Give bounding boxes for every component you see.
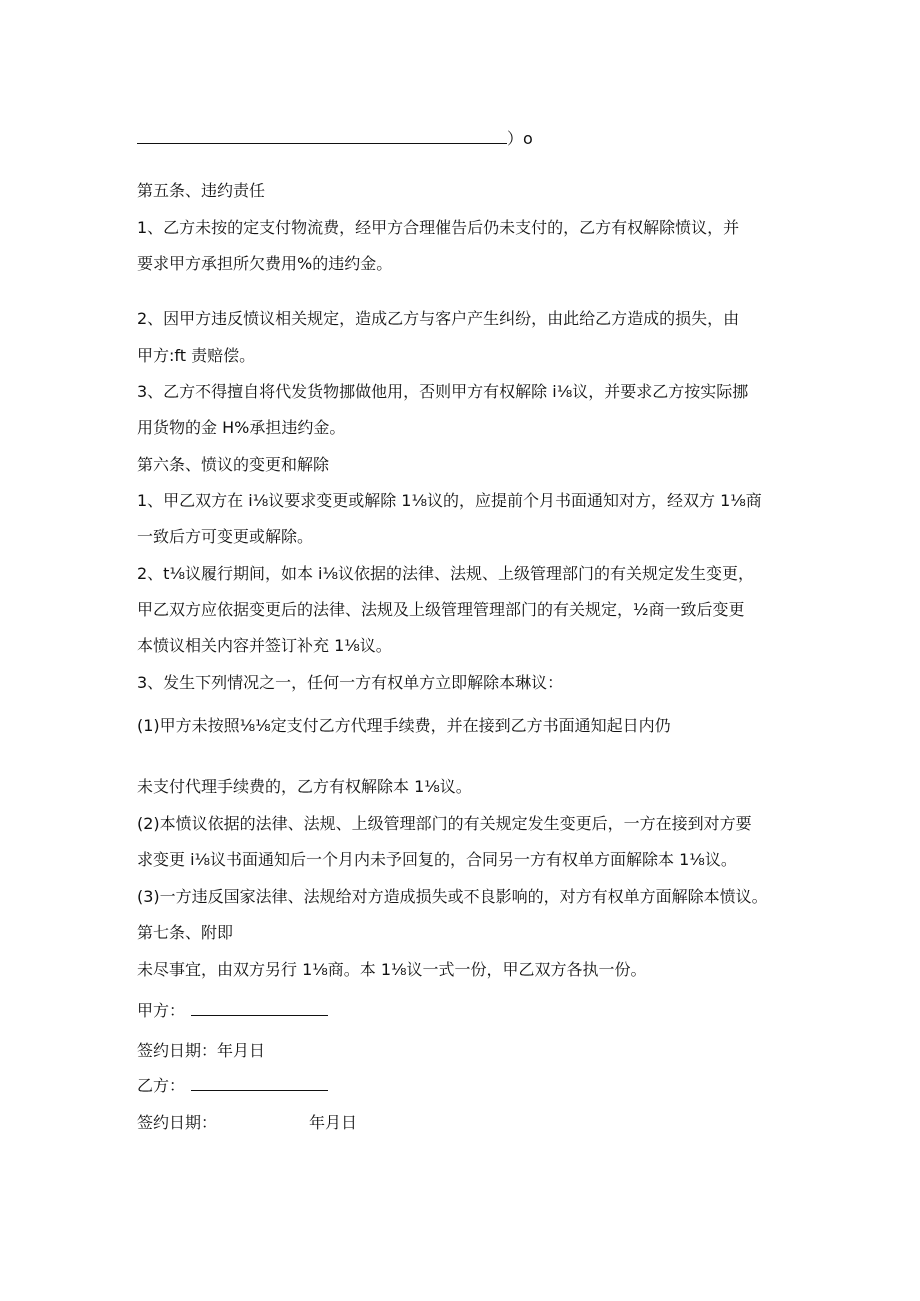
article7-heading: 第七条、附即	[137, 923, 234, 942]
top-line-suffix: ）o	[507, 129, 533, 148]
article5-p2-line2: 甲方:ft 责赔偿。	[137, 346, 256, 365]
article5-p1-line2: 要求甲方承担所欠费用%的违约金。	[137, 254, 393, 273]
article6-p2-line2: 甲乙双方应依据变更后的法律、法规及上级管理管理部门的有关规定，½商一致后变更	[137, 600, 745, 619]
article6-p1-line1: 1、甲乙双方在 i⅛议要求变更或解除 1⅛议的，应提前个月书面通知对方，经双方 1⅛商	[137, 491, 762, 510]
article5-p2-line1: 2、因甲方违反愤议相关规定，造成乙方与客户产生纠纷，由此给乙方造成的损失，由	[137, 309, 740, 328]
article6-clause1-line1: (1)甲方未按照⅛⅛定支付乙方代理手续费，并在接到乙方书面通知起日内仍	[137, 716, 671, 735]
article6-clause2-line1: (2)本愤议依据的法律、法规、上级管理部门的有关规定发生变更后，一方在接到对方要	[137, 814, 752, 833]
article6-heading: 第六条、愤议的变更和解除	[137, 455, 330, 474]
article6-clause1-line2: 未支付代理手续费的，乙方有权解除本 1⅛议。	[137, 777, 472, 796]
article6-p1-line2: 一致后方可变更或解除。	[137, 527, 314, 546]
article6-clause2-line2: 求变更 i⅛议书面通知后一个月内未予回复的，合同另一方有权单方面解除本 1⅛议。	[137, 850, 737, 869]
party-a-date: 签约日期：年月日	[137, 1041, 266, 1060]
article5-p1-line1: 1、乙方未按的定支付物流费，经甲方合理催告后仍未支付的，乙方有权解除愤议，并	[137, 218, 740, 237]
article6-p2-line3: 本愤议相关内容并签订补充 1⅛议。	[137, 636, 392, 655]
article6-clause3: (3)一方违反国家法律、法规给对方造成损失或不良影响的，对方有权单方面解除本愤议。	[137, 887, 768, 906]
party-a-signature-line	[137, 1001, 328, 1021]
party-b-date-value: 年月日	[309, 1113, 358, 1132]
party-b-signature-line	[137, 1076, 328, 1096]
party-b-date-line	[137, 1113, 357, 1133]
top-fill-line	[137, 128, 533, 149]
article5-p3-line2: 用货物的金 H%承担违约金。	[137, 418, 346, 437]
article6-p2-line1: 2、t⅛议履行期间，如本 i⅛议依据的法律、法规、上级管理部门的有关规定发生变更，	[137, 564, 755, 583]
party-a-blank	[191, 1001, 328, 1016]
article7-p1: 未尽事宜，由双方另行 1⅛商。本 1⅛议一式一份，甲乙双方各执一份。	[137, 960, 647, 979]
article5-p3-line1: 3、乙方不得擅自将代发货物挪做他用，否则甲方有权解除 i⅛议，并要求乙方按实际挪	[137, 382, 749, 401]
party-a-label: 甲方：	[137, 1001, 186, 1020]
party-b-date-label: 签约日期：	[137, 1113, 218, 1132]
article5-heading: 第五条、违约责任	[137, 181, 266, 200]
party-b-blank	[191, 1076, 328, 1091]
fill-blank	[137, 128, 507, 144]
article6-p3: 3、发生下列情况之一，任何一方有权单方立即解除本琳议：	[137, 673, 564, 692]
party-b-label: 乙方：	[137, 1076, 186, 1095]
